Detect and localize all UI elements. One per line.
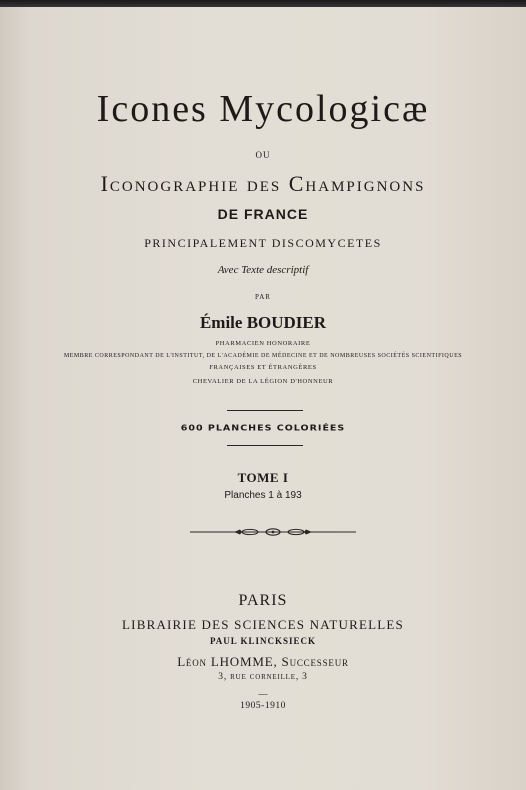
title-connector: OU	[255, 150, 271, 160]
volume-range: Planches 1 à 193	[224, 490, 302, 501]
imprint-publisher-name: PAUL KLINCKSIECK	[209, 636, 317, 646]
ornament-divider	[190, 526, 356, 538]
author-memberships: MEMBRE CORRESPONDANT DE L'INSTITUT, DE L'ACADÉMIE DE MÉDECINE ET DE NOMBREUSES SOCIÉTÉS SCIENTIFIQUES	[63, 353, 463, 359]
plates-count: 600 PLANCHES COLORIÉES	[180, 424, 346, 433]
imprint-dash: —	[258, 689, 268, 699]
by-line: PAR	[255, 293, 271, 301]
imprint-publisher: LIBRAIRIE DES SCIENCES NATURELLES	[122, 617, 404, 632]
text-note: Avec Texte descriptif	[217, 264, 309, 276]
title-page	[0, 7, 526, 790]
book-subtitle: Iconographie des Champignons	[100, 171, 426, 196]
divider-bottom	[227, 445, 303, 446]
imprint-address: 3, rue corneille, 3	[218, 672, 308, 682]
author-memberships-2: FRANÇAISES ET ÉTRANGÈRES	[209, 364, 317, 371]
volume-label: TOME I	[237, 470, 289, 485]
imprint-successor: Léon LHOMME, Successeur	[177, 654, 349, 669]
author-last-name: BOUDIER	[246, 313, 327, 332]
divider-top	[227, 410, 303, 411]
author-name	[0, 313, 526, 333]
book-title: Icones Mycologicæ	[96, 88, 430, 130]
scope-line: PRINCIPALEMENT DISCOMYCETES	[144, 236, 382, 250]
author-title: PHARMACIEN HONORAIRE	[215, 340, 311, 347]
author-honor: CHEVALIER DE LA LÉGION D'HONNEUR	[192, 378, 334, 385]
author-first-name: Émile	[199, 313, 243, 332]
imprint-city: PARIS	[238, 592, 288, 609]
imprint-years: 1905-1910	[240, 701, 286, 711]
subtitle-region: DE FRANCE	[217, 206, 309, 222]
